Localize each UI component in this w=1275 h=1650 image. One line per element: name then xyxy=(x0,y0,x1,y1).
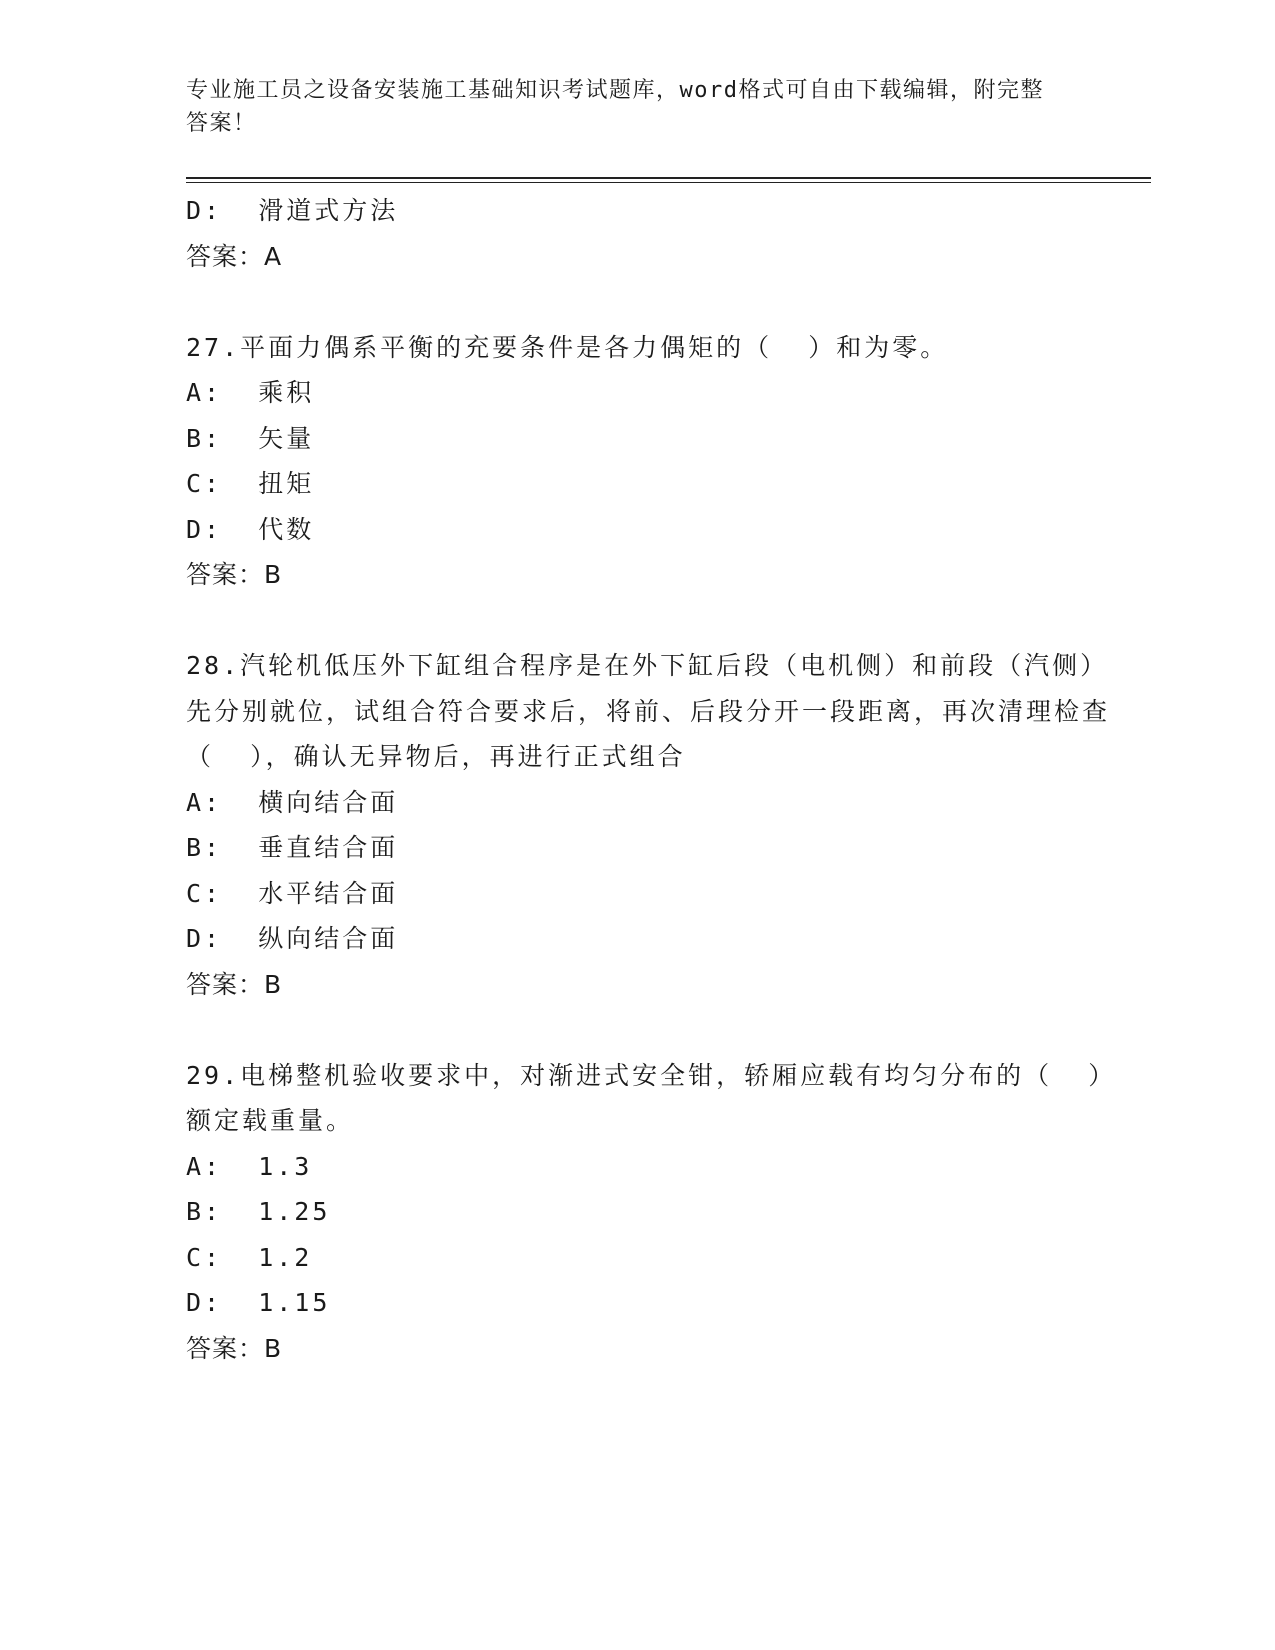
header-divider-thick xyxy=(186,177,1151,179)
option-b: B: 1.25 xyxy=(186,1197,331,1226)
option-c: C: 水平结合面 xyxy=(186,878,399,908)
document-header: 专业施工员之设备安装施工基础知识考试题库，word格式可自由下载编辑，附完整答案！ xyxy=(186,78,1044,136)
header-divider-thin xyxy=(186,182,1151,183)
option-b: B: 垂直结合面 xyxy=(186,833,399,862)
question-stem: 28.汽轮机低压外下缸组合程序是在外下缸后段（电机侧）和前段（汽侧）先分别就位，试组合符合要求后，将前、后段分开一段距离，再次清理检查（ ），确认无异物后，再进行正式组合 xyxy=(186,651,1111,771)
option-d: D: 1.15 xyxy=(186,1288,331,1317)
spacer xyxy=(186,1007,1126,1053)
option-a: A: 1.3 xyxy=(186,1151,313,1181)
option-d: D: 代数 xyxy=(186,514,315,544)
option-d: D: 滑道式方法 xyxy=(186,196,399,225)
spacer xyxy=(186,598,1126,644)
previous-question-tail xyxy=(186,188,1126,279)
option-c: C: 扭矩 xyxy=(186,469,315,498)
question-list xyxy=(186,188,1126,1371)
answer-line: 答案：B xyxy=(186,1333,283,1363)
question-stem: 27.平面力偶系平衡的充要条件是各力偶矩的（ ）和为零。 xyxy=(186,332,949,362)
question-stem: 29.电梯整机验收要求中，对渐进式安全钳，轿厢应载有均匀分布的（ ）额定载重量。 xyxy=(186,1060,1117,1135)
option-d: D: 纵向结合面 xyxy=(186,924,399,953)
answer-line: 答案：B xyxy=(186,969,283,999)
answer-line: 答案：B xyxy=(186,560,283,589)
option-c: C: 1.2 xyxy=(186,1242,313,1272)
spacer xyxy=(186,279,1126,325)
option-a: A: 横向结合面 xyxy=(186,787,399,817)
option-b: B: 矢量 xyxy=(186,423,315,453)
question-27 xyxy=(186,325,1126,598)
question-28 xyxy=(186,643,1126,1007)
question-29 xyxy=(186,1053,1126,1372)
option-a: A: 乘积 xyxy=(186,378,315,407)
answer-line: 答案：A xyxy=(186,241,283,271)
